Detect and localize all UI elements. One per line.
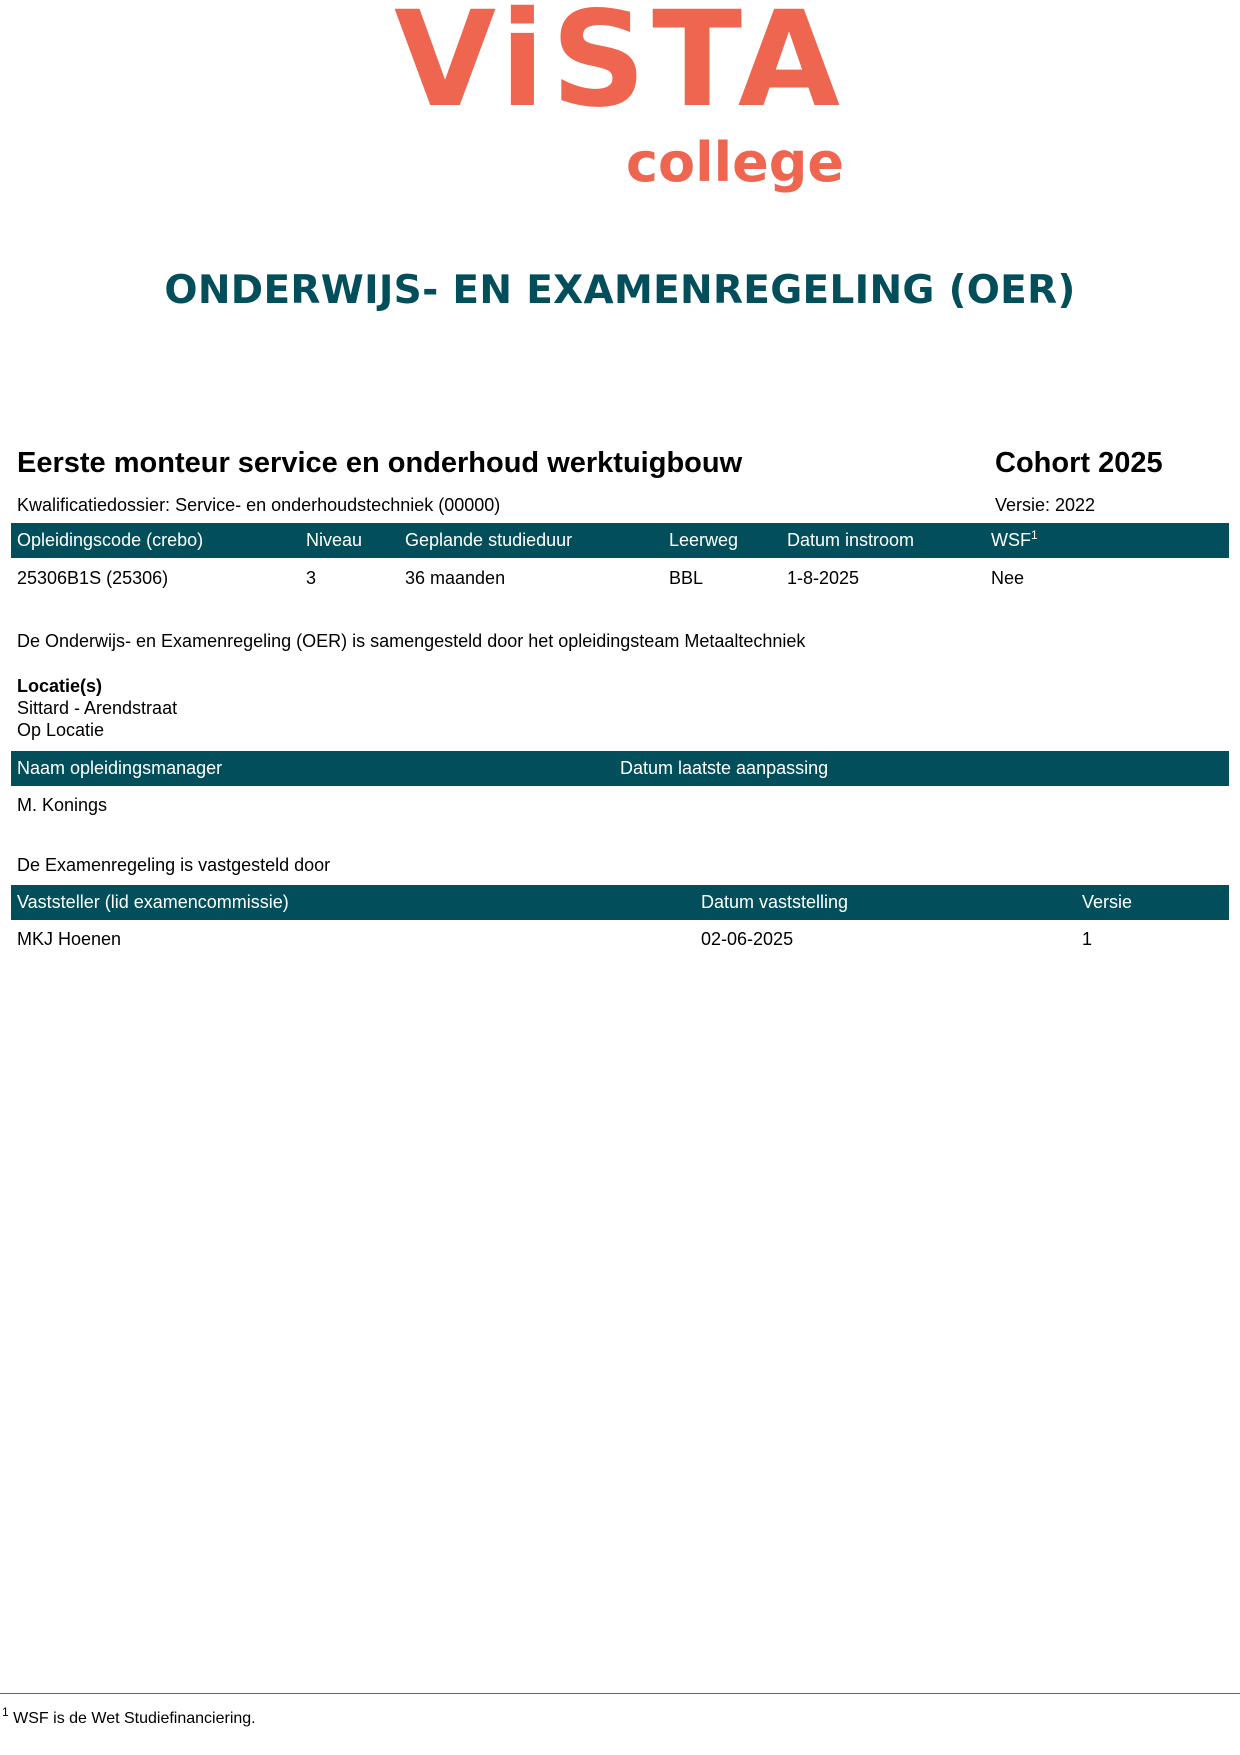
header-vaststeller: Vaststeller (lid examencommissie) bbox=[17, 892, 289, 912]
header-niveau: Niveau bbox=[306, 530, 363, 550]
program-name: Eerste monteur service en onderhoud werktuigbouw bbox=[17, 447, 743, 479]
header-datum-vaststelling: Datum vaststelling bbox=[701, 892, 849, 912]
vista-college-logo bbox=[368, 0, 872, 205]
footnote-divider bbox=[0, 1693, 1240, 1694]
footnote bbox=[2, 1705, 256, 1728]
cell-wsf: Nee bbox=[991, 568, 1025, 588]
header-versie: Versie bbox=[1082, 892, 1133, 912]
header-wsf-label: WSF bbox=[991, 530, 1031, 550]
location-item: Op Locatie bbox=[17, 720, 105, 740]
cell-niveau: 3 bbox=[306, 568, 317, 588]
composed-by-text: De Onderwijs- en Examenregeling (OER) is samengesteld door het opleidingsteam Metaaltechniek bbox=[17, 631, 806, 651]
header-datum-instroom: Datum instroom bbox=[787, 530, 915, 550]
cell-leerweg: BBL bbox=[669, 568, 704, 588]
header-wsf bbox=[991, 523, 1038, 558]
cell-vaststeller: MKJ Hoenen bbox=[17, 929, 122, 949]
locations-heading: Locatie(s) bbox=[17, 676, 103, 696]
dossier-version: Versie: 2022 bbox=[995, 495, 1096, 515]
exam-table-row bbox=[11, 922, 1229, 957]
footnote-text: WSF is de Wet Studiefinanciering. bbox=[13, 1710, 256, 1727]
logo-wordmark: ViSTA bbox=[393, 0, 847, 137]
header-datum-aanpassing: Datum laatste aanpassing bbox=[620, 758, 829, 778]
header-opleidingscode: Opleidingscode (crebo) bbox=[17, 530, 204, 550]
program-table-header bbox=[11, 523, 1229, 558]
cell-studieduur: 36 maanden bbox=[405, 568, 506, 588]
location-item: Sittard - Arendstraat bbox=[17, 698, 178, 718]
cohort-label: Cohort 2025 bbox=[995, 447, 1163, 479]
document-title: ONDERWIJS- EN EXAMENREGELING (OER) bbox=[164, 268, 1076, 313]
cell-datum-instroom: 1-8-2025 bbox=[787, 568, 860, 588]
footnote-mark: 1 bbox=[2, 1705, 9, 1719]
header-studieduur: Geplande studieduur bbox=[405, 530, 573, 550]
cell-opleidingscode: 25306B1S (25306) bbox=[17, 568, 169, 588]
exam-intro-text: De Examenregeling is vastgesteld door bbox=[17, 855, 331, 875]
manager-table-row bbox=[11, 788, 1229, 823]
cell-versie: 1 bbox=[1082, 929, 1093, 949]
logo-subtitle: college bbox=[626, 131, 845, 194]
header-opleidingsmanager: Naam opleidingsmanager bbox=[17, 758, 223, 778]
header-leerweg: Leerweg bbox=[669, 530, 739, 550]
cell-opleidingsmanager: M. Konings bbox=[17, 795, 108, 815]
program-table-row bbox=[11, 561, 1229, 596]
exam-table-header bbox=[11, 885, 1229, 920]
manager-table-header bbox=[11, 751, 1229, 786]
footnote-ref: 1 bbox=[1031, 528, 1038, 542]
kwalificatiedossier: Kwalificatiedossier: Service- en onderhoudstechniek (00000) bbox=[17, 495, 501, 515]
cell-datum-vaststelling: 02-06-2025 bbox=[701, 929, 794, 949]
